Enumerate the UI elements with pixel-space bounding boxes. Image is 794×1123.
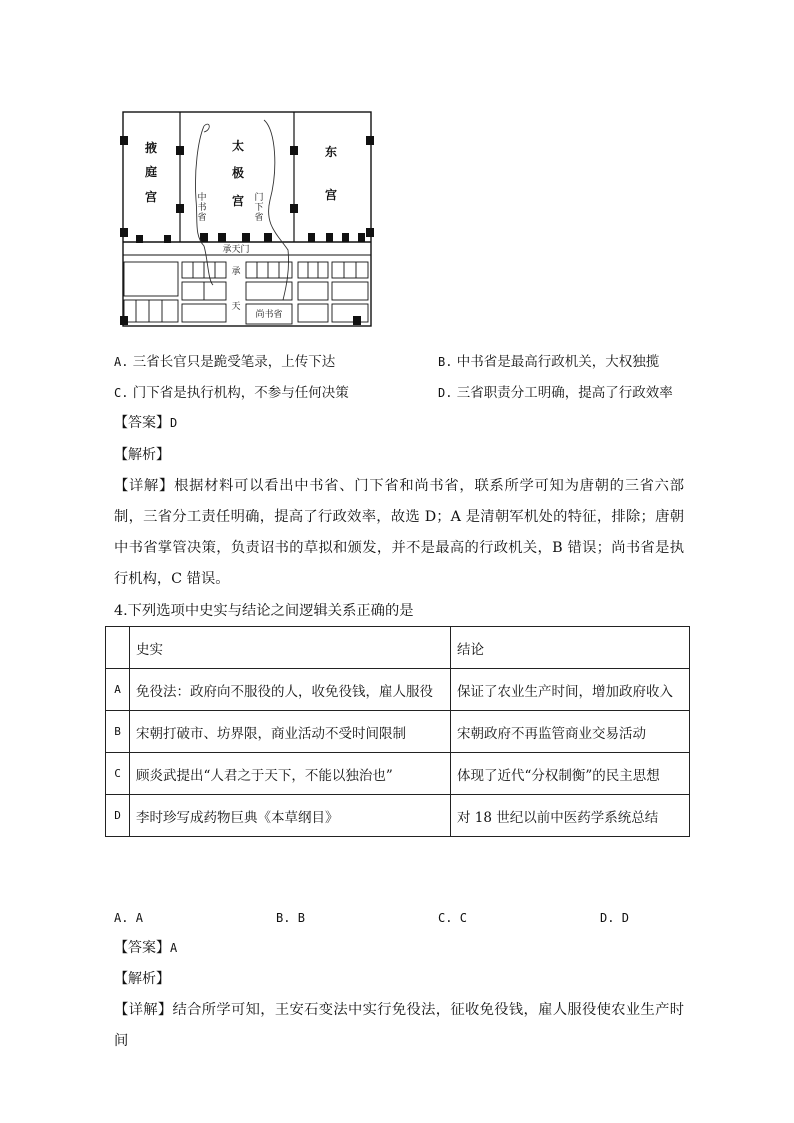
menxia-char-1: 门: [254, 193, 264, 203]
left-palace-char-2: 庭: [144, 165, 158, 179]
q3-option-b: [438, 352, 659, 372]
option-text: 三省职责分工明确，提高了行政效率: [456, 385, 673, 401]
table-cell-letter: B: [106, 711, 130, 753]
q3-option-a: [114, 352, 335, 372]
zhongshu-char-1: 中: [197, 193, 207, 203]
option-letter: B.: [276, 911, 291, 925]
option-text: A: [135, 911, 143, 925]
q3-answer: [114, 413, 177, 433]
q3-detail: [114, 471, 684, 595]
menxia-char-3: 省: [254, 213, 264, 223]
option-text: 三省长官只是跪受笔录，上传下达: [132, 354, 336, 370]
table-row: [106, 669, 690, 711]
detail-text: 结合所学可知，王安石变法中实行免役法，征收免役钱，雇人服役使农业生产时间: [114, 1002, 685, 1049]
answer-label: 【答案】: [114, 940, 170, 956]
zhongshu-char-3: 省: [197, 213, 207, 223]
table-cell-letter: D: [106, 795, 130, 837]
street-char-1: 承: [231, 267, 241, 277]
q4-option-d: [600, 908, 629, 928]
table-row: [106, 753, 690, 795]
option-letter: A.: [114, 911, 129, 925]
option-letter: D.: [600, 911, 615, 925]
option-letter: C.: [438, 911, 453, 925]
left-palace-char-1: 掖: [144, 141, 158, 155]
table-row: [106, 711, 690, 753]
option-text: D: [621, 911, 629, 925]
detail-label: 【详解】: [114, 478, 175, 494]
q4-option-b: [276, 908, 305, 928]
table-cell-fact: 宋朝打破市、坊界限，商业活动不受时间限制: [130, 711, 451, 753]
q4-answer: [114, 938, 177, 958]
q4-option-a: [114, 908, 143, 928]
q4-table: [105, 626, 690, 837]
detail-label: 【详解】: [114, 1002, 173, 1018]
q4-option-c: [438, 908, 467, 928]
option-letter: B.: [438, 355, 453, 369]
map-south-blocks: [124, 262, 368, 324]
street-char-2: 天: [231, 302, 241, 312]
center-palace-char-2: 极: [231, 166, 245, 180]
table-cell-letter: C: [106, 753, 130, 795]
answer-label: 【答案】: [114, 415, 170, 431]
right-palace-char-2: 宫: [324, 188, 338, 202]
q3-analysis-label: 【解析】: [114, 447, 170, 463]
table-cell-conclusion: 对 18 世纪以前中医药学系统总结: [451, 795, 690, 837]
q4-detail: [114, 995, 684, 1057]
shangshu-label: 尚书省: [255, 310, 283, 320]
left-palace-char-3: 宫: [144, 190, 158, 204]
table-header-cell: 史实: [130, 627, 451, 669]
table-cell-conclusion: 宋朝政府不再监管商业交易活动: [451, 711, 690, 753]
table-header-cell: [106, 627, 130, 669]
table-cell-fact: 顾炎武提出“人君之于天下，不能以独治也”: [130, 753, 451, 795]
center-palace-char-3: 宫: [231, 194, 245, 208]
answer-value: A: [170, 941, 178, 955]
table-cell-letter: A: [106, 669, 130, 711]
option-text: 中书省是最高行政机关，大权独揽: [456, 354, 660, 370]
table-row: [106, 795, 690, 837]
option-letter: C.: [114, 386, 129, 400]
q3-option-c: [114, 383, 349, 403]
option-text: B: [297, 911, 305, 925]
map-gate-towers: [120, 136, 374, 325]
table-cell-fact: 免役法：政府向不服役的人，收免役钱，雇人服役: [130, 669, 451, 711]
gate-label: 承天门: [222, 245, 250, 255]
table-cell-fact: 李时珍写成药物巨典《本草纲目》: [130, 795, 451, 837]
option-text: 门下省是执行机构，不参与任何决策: [132, 385, 349, 401]
zhongshu-char-2: 书: [197, 203, 207, 213]
table-header-cell: 结论: [451, 627, 690, 669]
q3-option-d: [438, 383, 673, 403]
table-cell-conclusion: 保证了农业生产时间，增加政府收入: [451, 669, 690, 711]
option-letter: D.: [438, 386, 453, 400]
tang-palace-map: [118, 110, 376, 332]
center-palace-char-1: 太: [231, 139, 245, 153]
q4-analysis-label: 【解析】: [114, 971, 170, 987]
option-text: C: [459, 911, 467, 925]
menxia-char-2: 下: [254, 203, 264, 213]
option-letter: A.: [114, 355, 129, 369]
table-header-row: [106, 627, 690, 669]
table-cell-conclusion: 体现了近代“分权制衡”的民主思想: [451, 753, 690, 795]
detail-text: 根据材料可以看出中书省、门下省和尚书省，联系所学可知为唐朝的三省六部制，三省分工责任明确，提高了行政效率，故选 D；A 是清朝军机处的特征，排除；唐朝中书省掌管决策，负责诏书的草拟和颁发，并不是最高的行政机关，B 错误；尚书省是执行机构，C 错误。: [114, 478, 684, 587]
right-palace-char-1: 东: [324, 145, 338, 159]
q4-question: 4.下列选项中史实与结论之间逻辑关系正确的是: [114, 603, 414, 619]
answer-value: D: [170, 416, 178, 430]
